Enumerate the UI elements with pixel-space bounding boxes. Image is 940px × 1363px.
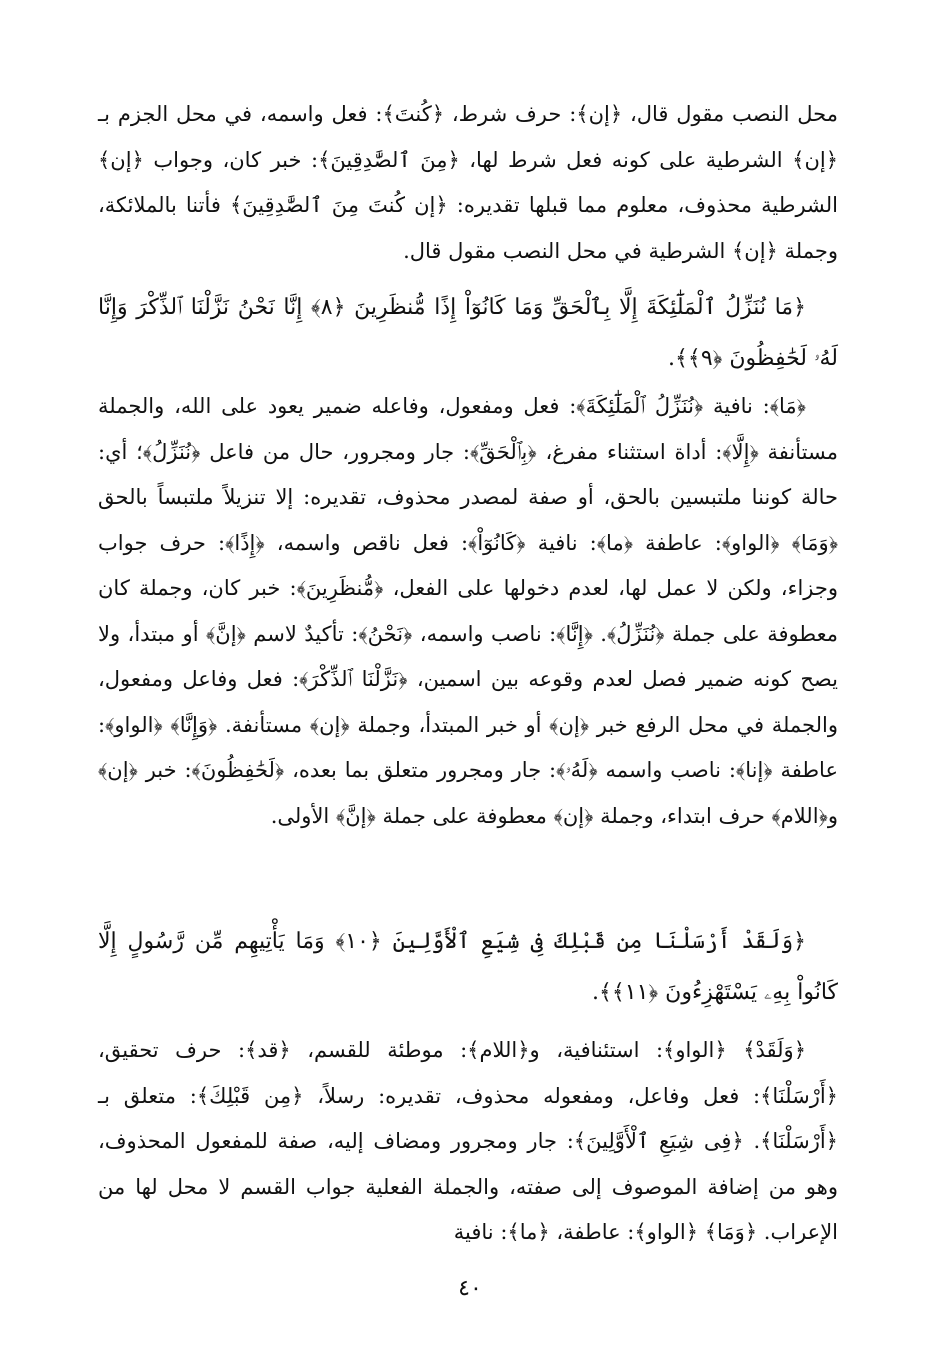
paragraph-grammar-analysis-1: محل النصب مقول قال، ﴿إن﴾: حرف شرط، ﴿كُنتَ﴾: فعل واسمه، في محل الجزم بـ ﴿إن﴾ الشرطية على كونه فعل شرط لها، ﴿مِنَ ٱلصَّٰدِقِينَ﴾: خبر كان، وجواب ﴿إن﴾ الشرطية محذوف، معلوم مما قبلها تقديره: ﴿إن كُنتَ مِنَ ٱلصَّٰدِقِينَ﴾ فأتنا بالملائكة، وجملة ﴿إن﴾ الشرطية في محل النصب مقول قال. [98,102,838,263]
page-number: ٤٠ [458,1276,482,1301]
quran-verse-hijr-8-9: ﴿مَا نُنَزِّلُ ٱلْمَلَٰٓئِكَةَ إِلَّا بِٱلْحَقِّ وَمَا كَانُوٓاْ إِذًا مُّنظَرِينَ ﴿٨﴾ إِنَّا نَحْنُ نَزَّلْنَا ٱلذِّكْرَ وَإِنَّا لَهُۥ لَحَٰفِظُونَ ﴿٩﴾﴾. [98,295,838,371]
quran-verse-hijr-10-11: ﴿وَلَقَدْ أَرْسَلْنَا مِن قَبْلِكَ فِى شِيَعِ ٱلْأَوَّلِينَ ﴿١٠﴾ وَمَا يَأْتِيهِم مِّن رَّسُولٍ إِلَّا كَانُواْ بِهِۦ يَسْتَهْزِءُونَ ﴿١١﴾﴾. [98,929,838,1005]
paragraph-grammar-analysis-3: ﴿وَلَقَدْ﴾ ﴿الواو﴾: استئنافية، و﴿اللام﴾: موطئة للقسم، ﴿قد﴾: حرف تحقيق، ﴿أَرْسَلْنَا﴾: فعل وفاعل، ومفعوله محذوف، تقديره: رسلاً، ﴿مِن قَبْلِكَ﴾: متعلق بـ ﴿أَرْسَلْنَا﴾. ﴿فِى شِيَعِ ٱلْأَوَّلِينَ﴾: جار ومجرور ومضاف إليه، صفة للمفعول المحذوف، وهو من إضافة الموصوف إلى صفته، والجملة الفعلية جواب القسم لا محل لها من الإعراب. ﴿وَمَا﴾ ﴿الواو﴾: عاطفة، ﴿ما﴾: نافية [98,1038,838,1244]
paragraph-grammar-analysis-2: ﴿مَا﴾: نافية ﴿نُنَزِّلُ ٱلْمَلَٰٓئِكَةَ﴾: فعل ومفعول، وفاعله ضمير يعود على الله، والجملة مستأنفة ﴿إِلَّا﴾: أداة استثناء مفرغ، ﴿بِٱلْحَقِّ﴾: جار ومجرور، حال من فاعل ﴿نُنَزِّلُ﴾؛ أي: حالة كوننا ملتبسين بالحق، أو صفة لمصدر محذوف، تقديره: إلا تنزيلاً ملتبساً بالحق ﴿وَمَا﴾ ﴿الواو﴾: عاطفة ﴿ما﴾: نافية ﴿كَانُوٓاْ﴾: فعل ناقص واسمه، ﴿إِذًا﴾: حرف جواب وجزاء، ولكن لا عمل لها، لعدم دخولها على الفعل، ﴿مُّنظَرِينَ﴾: خبر كان، وجملة كان معطوفة على جملة ﴿نُنَزِّلُ﴾. ﴿إِنَّا﴾: ناصب واسمه، ﴿نَحْنُ﴾: تأكيدٌ لاسم ﴿إنَّ﴾ أو مبتدأ، ولا يصح كونه ضمير فصل لعدم وقوعه بين اسمين، ﴿نَزَّلْنَا ٱلذِّكْرَ﴾: فعل وفاعل ومفعول، والجملة في محل الرفع خبر ﴿إن﴾ أو خبر المبتدأ، وجملة ﴿إن﴾ مستأنفة. ﴿وَإِنَّا﴾ ﴿الواو﴾: عاطفة ﴿إنا﴾: ناصب واسمه ﴿لَهُۥ﴾: جار ومجرور متعلق بما بعده، ﴿لَحَٰفِظُونَ﴾: خبر ﴿إن﴾ و﴿اللام﴾ حرف ابتداء، وجملة ﴿إن﴾ معطوفة على جملة ﴿إنَّ﴾ الأولى. [98,394,838,828]
